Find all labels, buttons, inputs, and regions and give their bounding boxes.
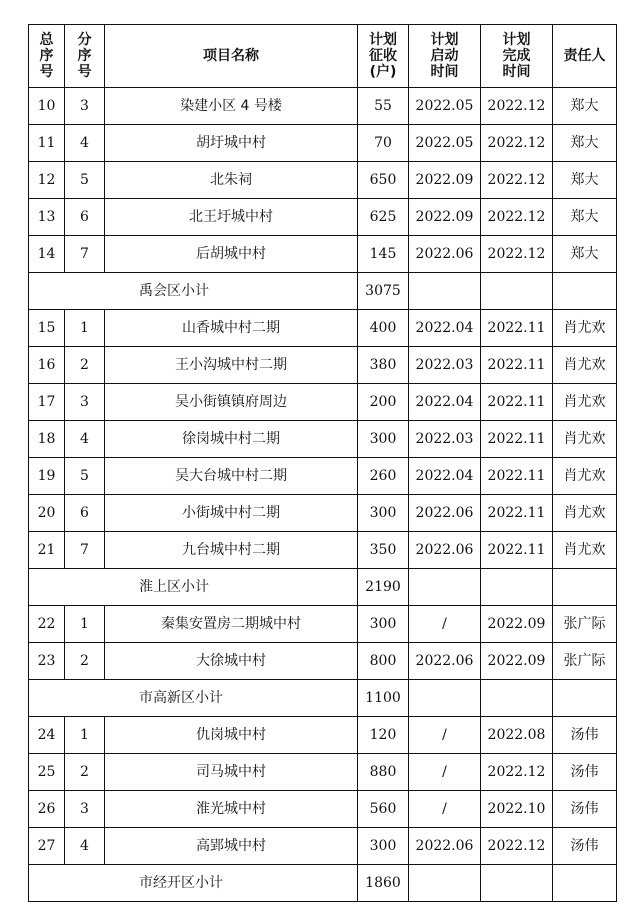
sub-seq-cell: 1 — [65, 606, 105, 643]
header-responsible: 责任人 — [553, 25, 617, 88]
total-seq-cell: 17 — [29, 384, 65, 421]
header-text: 序 — [39, 48, 54, 64]
header-text: 计划 — [502, 32, 531, 48]
header-row — [29, 25, 617, 88]
total-seq-cell: 20 — [29, 495, 65, 532]
table-row — [29, 791, 617, 828]
total-seq-cell: 18 — [29, 421, 65, 458]
start-date-cell: / — [409, 791, 481, 828]
subtotal-label-cell: 市经开区小计 — [29, 865, 358, 902]
empty-cell — [409, 569, 481, 606]
project-name-cell: 北朱祠 — [105, 162, 358, 199]
header-text: 计划 — [430, 32, 459, 48]
empty-cell — [409, 680, 481, 717]
sub-seq-cell: 2 — [65, 754, 105, 791]
subtotal-row — [29, 680, 617, 717]
project-name-cell: 大徐城中村 — [105, 643, 358, 680]
total-seq-cell: 22 — [29, 606, 65, 643]
header-text: 序 — [77, 48, 92, 64]
sub-seq-cell: 6 — [65, 199, 105, 236]
households-cell: 560 — [358, 791, 409, 828]
subtotal-row — [29, 273, 617, 310]
header-text: 分 — [77, 32, 92, 48]
start-date-cell: 2022.05 — [409, 88, 481, 125]
document-page — [28, 24, 616, 902]
finish-date-cell: 2022.11 — [481, 495, 553, 532]
subtotal-row — [29, 865, 617, 902]
project-name-cell: 九台城中村二期 — [105, 532, 358, 569]
start-date-cell: 2022.09 — [409, 162, 481, 199]
finish-date-cell: 2022.11 — [481, 384, 553, 421]
empty-cell — [481, 865, 553, 902]
project-name-cell: 王小沟城中村二期 — [105, 347, 358, 384]
total-seq-cell: 11 — [29, 125, 65, 162]
total-seq-cell: 13 — [29, 199, 65, 236]
households-cell: 400 — [358, 310, 409, 347]
responsible-cell: 汤伟 — [553, 791, 617, 828]
responsible-cell: 肖尤欢 — [553, 458, 617, 495]
header-planned-start — [409, 25, 481, 88]
start-date-cell: / — [409, 717, 481, 754]
table-row — [29, 236, 617, 273]
sub-seq-cell: 3 — [65, 791, 105, 828]
finish-date-cell: 2022.08 — [481, 717, 553, 754]
subtotal-households-cell: 3075 — [358, 273, 409, 310]
finish-date-cell: 2022.11 — [481, 458, 553, 495]
responsible-cell: 郑大 — [553, 125, 617, 162]
responsible-cell: 张广际 — [553, 643, 617, 680]
responsible-cell: 汤伟 — [553, 828, 617, 865]
households-cell: 120 — [358, 717, 409, 754]
responsible-cell: 汤伟 — [553, 754, 617, 791]
households-cell: 380 — [358, 347, 409, 384]
project-name-cell: 司马城中村 — [105, 754, 358, 791]
empty-cell — [553, 865, 617, 902]
sub-seq-cell: 2 — [65, 643, 105, 680]
table-row — [29, 125, 617, 162]
start-date-cell: 2022.06 — [409, 495, 481, 532]
start-date-cell: 2022.06 — [409, 532, 481, 569]
project-name-cell: 山香城中村二期 — [105, 310, 358, 347]
empty-cell — [409, 273, 481, 310]
subtotal-households-cell: 1100 — [358, 680, 409, 717]
total-seq-cell: 19 — [29, 458, 65, 495]
project-name-cell: 仇岗城中村 — [105, 717, 358, 754]
responsible-cell: 肖尤欢 — [553, 384, 617, 421]
sub-seq-cell: 5 — [65, 162, 105, 199]
project-name-cell: 徐岗城中村二期 — [105, 421, 358, 458]
sub-seq-cell: 4 — [65, 828, 105, 865]
start-date-cell: 2022.06 — [409, 236, 481, 273]
households-cell: 300 — [358, 606, 409, 643]
total-seq-cell: 10 — [29, 88, 65, 125]
empty-cell — [409, 865, 481, 902]
finish-date-cell: 2022.12 — [481, 199, 553, 236]
start-date-cell: 2022.05 — [409, 125, 481, 162]
sub-seq-cell: 4 — [65, 421, 105, 458]
households-cell: 145 — [358, 236, 409, 273]
total-seq-cell: 16 — [29, 347, 65, 384]
table-row — [29, 421, 617, 458]
project-name-cell: 北王圩城中村 — [105, 199, 358, 236]
project-name-cell: 染建小区 4 号楼 — [105, 88, 358, 125]
responsible-cell: 张广际 — [553, 606, 617, 643]
total-seq-cell: 21 — [29, 532, 65, 569]
header-project-name: 项目名称 — [105, 25, 358, 88]
finish-date-cell: 2022.09 — [481, 643, 553, 680]
finish-date-cell: 2022.11 — [481, 421, 553, 458]
sub-seq-cell: 2 — [65, 347, 105, 384]
households-cell: 880 — [358, 754, 409, 791]
total-seq-cell: 14 — [29, 236, 65, 273]
sub-seq-cell: 3 — [65, 88, 105, 125]
table-row — [29, 754, 617, 791]
responsible-cell: 郑大 — [553, 236, 617, 273]
start-date-cell: / — [409, 754, 481, 791]
project-name-cell: 胡圩城中村 — [105, 125, 358, 162]
project-name-cell: 淮光城中村 — [105, 791, 358, 828]
finish-date-cell: 2022.12 — [481, 236, 553, 273]
table-row — [29, 717, 617, 754]
total-seq-cell: 23 — [29, 643, 65, 680]
responsible-cell: 汤伟 — [553, 717, 617, 754]
subtotal-label-cell: 市高新区小计 — [29, 680, 358, 717]
start-date-cell: 2022.04 — [409, 384, 481, 421]
responsible-cell: 郑大 — [553, 199, 617, 236]
finish-date-cell: 2022.10 — [481, 791, 553, 828]
sub-seq-cell: 1 — [65, 717, 105, 754]
finish-date-cell: 2022.11 — [481, 532, 553, 569]
table-row — [29, 88, 617, 125]
start-date-cell: 2022.03 — [409, 347, 481, 384]
households-cell: 55 — [358, 88, 409, 125]
subtotal-label-cell: 淮上区小计 — [29, 569, 358, 606]
start-date-cell: 2022.06 — [409, 643, 481, 680]
project-table — [28, 24, 617, 902]
table-row — [29, 384, 617, 421]
empty-cell — [553, 273, 617, 310]
start-date-cell: 2022.09 — [409, 199, 481, 236]
sub-seq-cell: 3 — [65, 384, 105, 421]
responsible-cell: 郑大 — [553, 162, 617, 199]
table-row — [29, 199, 617, 236]
subtotal-row — [29, 569, 617, 606]
table-row — [29, 162, 617, 199]
responsible-cell: 肖尤欢 — [553, 347, 617, 384]
households-cell: 800 — [358, 643, 409, 680]
finish-date-cell: 2022.12 — [481, 828, 553, 865]
project-name-cell: 后胡城中村 — [105, 236, 358, 273]
total-seq-cell: 15 — [29, 310, 65, 347]
project-name-cell: 吴小街镇镇府周边 — [105, 384, 358, 421]
households-cell: 260 — [358, 458, 409, 495]
project-name-cell: 吴大台城中村二期 — [105, 458, 358, 495]
responsible-cell: 郑大 — [553, 88, 617, 125]
finish-date-cell: 2022.12 — [481, 162, 553, 199]
finish-date-cell: 2022.09 — [481, 606, 553, 643]
total-seq-cell: 25 — [29, 754, 65, 791]
responsible-cell: 肖尤欢 — [553, 310, 617, 347]
households-cell: 650 — [358, 162, 409, 199]
project-name-cell: 高郢城中村 — [105, 828, 358, 865]
start-date-cell: 2022.04 — [409, 310, 481, 347]
start-date-cell: 2022.06 — [409, 828, 481, 865]
table-row — [29, 643, 617, 680]
start-date-cell: / — [409, 606, 481, 643]
table-row — [29, 310, 617, 347]
project-name-cell: 秦集安置房二期城中村 — [105, 606, 358, 643]
total-seq-cell: 24 — [29, 717, 65, 754]
table-body — [29, 88, 617, 902]
header-sub-seq — [65, 25, 105, 88]
empty-cell — [481, 680, 553, 717]
subtotal-households-cell: 1860 — [358, 865, 409, 902]
header-text: 号 — [39, 64, 54, 80]
header-text: 号 — [77, 64, 92, 80]
households-cell: 200 — [358, 384, 409, 421]
responsible-cell: 肖尤欢 — [553, 421, 617, 458]
empty-cell — [553, 680, 617, 717]
finish-date-cell: 2022.12 — [481, 754, 553, 791]
total-seq-cell: 12 — [29, 162, 65, 199]
finish-date-cell: 2022.12 — [481, 88, 553, 125]
households-cell: 70 — [358, 125, 409, 162]
header-text: 总 — [39, 32, 54, 48]
subtotal-label-cell: 禹会区小计 — [29, 273, 358, 310]
table-row — [29, 495, 617, 532]
start-date-cell: 2022.03 — [409, 421, 481, 458]
finish-date-cell: 2022.12 — [481, 125, 553, 162]
subtotal-households-cell: 2190 — [358, 569, 409, 606]
header-text: 完成 — [502, 48, 531, 64]
sub-seq-cell: 6 — [65, 495, 105, 532]
households-cell: 300 — [358, 495, 409, 532]
header-text: 计划 — [369, 32, 397, 48]
header-total-seq — [29, 25, 65, 88]
empty-cell — [553, 569, 617, 606]
table-row — [29, 606, 617, 643]
header-text: (户) — [369, 64, 397, 80]
header-text: 时间 — [430, 64, 459, 80]
header-text: 时间 — [502, 64, 531, 80]
sub-seq-cell: 4 — [65, 125, 105, 162]
finish-date-cell: 2022.11 — [481, 310, 553, 347]
header-text: 征收 — [369, 48, 397, 64]
sub-seq-cell: 1 — [65, 310, 105, 347]
project-name-cell: 小街城中村二期 — [105, 495, 358, 532]
empty-cell — [481, 569, 553, 606]
sub-seq-cell: 7 — [65, 532, 105, 569]
households-cell: 300 — [358, 828, 409, 865]
households-cell: 625 — [358, 199, 409, 236]
sub-seq-cell: 7 — [65, 236, 105, 273]
table-row — [29, 828, 617, 865]
header-text: 启动 — [430, 48, 459, 64]
total-seq-cell: 27 — [29, 828, 65, 865]
header-planned-households — [358, 25, 409, 88]
header-planned-finish — [481, 25, 553, 88]
finish-date-cell: 2022.11 — [481, 347, 553, 384]
sub-seq-cell: 5 — [65, 458, 105, 495]
households-cell: 300 — [358, 421, 409, 458]
empty-cell — [481, 273, 553, 310]
responsible-cell: 肖尤欢 — [553, 495, 617, 532]
total-seq-cell: 26 — [29, 791, 65, 828]
table-row — [29, 532, 617, 569]
start-date-cell: 2022.04 — [409, 458, 481, 495]
table-row — [29, 347, 617, 384]
households-cell: 350 — [358, 532, 409, 569]
table-header — [29, 25, 617, 88]
responsible-cell: 肖尤欢 — [553, 532, 617, 569]
table-row — [29, 458, 617, 495]
